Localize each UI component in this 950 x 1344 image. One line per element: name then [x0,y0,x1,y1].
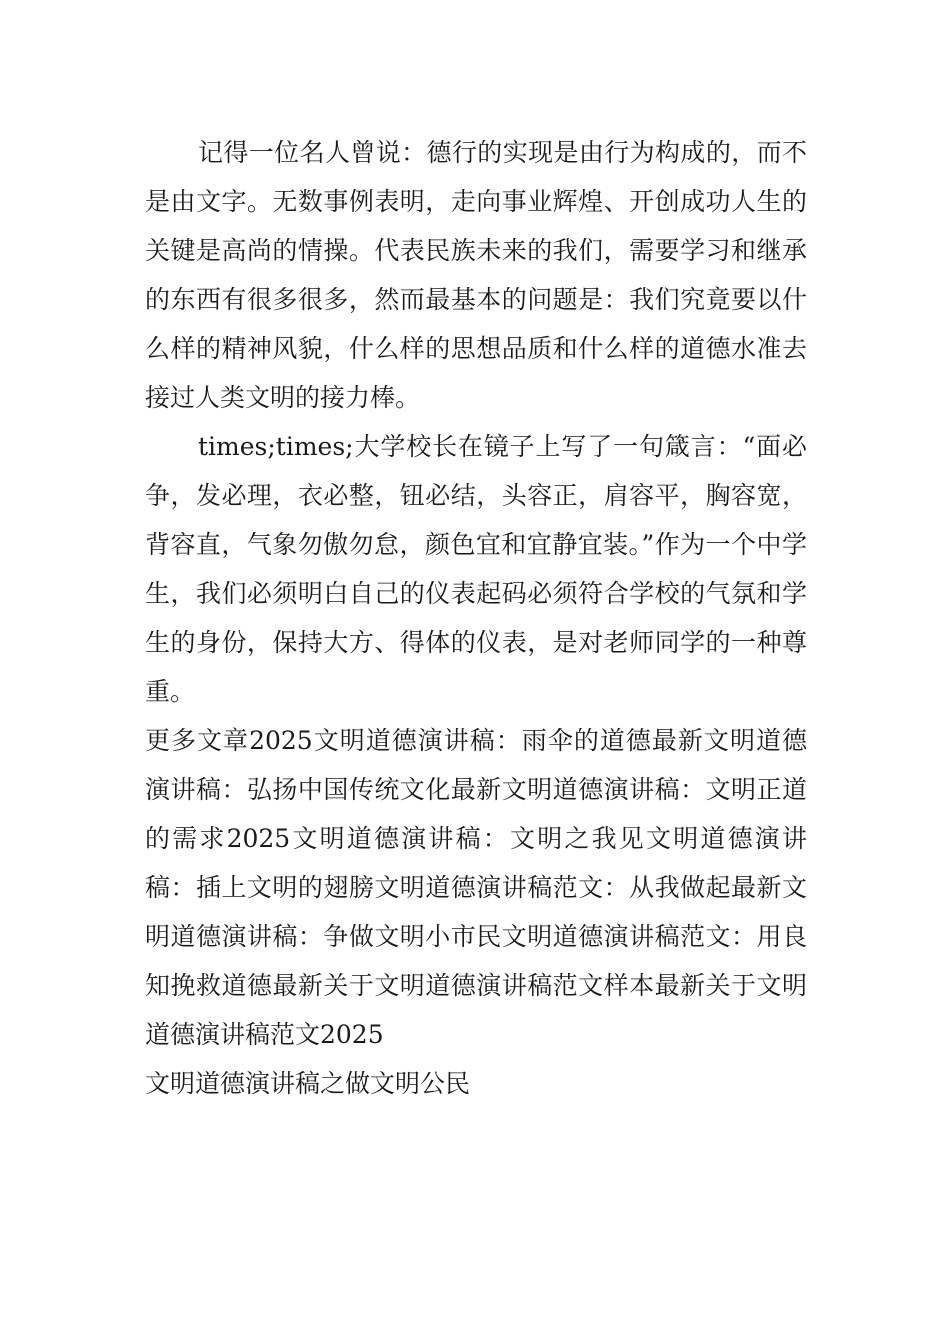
more-articles-list: 更多文章2025文明道德演讲稿：雨伞的道德最新文明道德演讲稿：弘扬中国传统文化最新文明道德演讲稿：文明正道的需求2025文明道德演讲稿：文明之我见文明道德演讲稿：插上文明的翅膀文明道德演讲稿范文：从我做起最新文明道德演讲稿：争做文明小市民文明道德演讲稿范文：用良知挽救道德最新关于文明道德演讲稿范文样本最新关于文明道德演讲稿范文2025 [145,726,807,1049]
paragraph-1: 记得一位名人曾说：德行的实现是由行为构成的，而不是由文字。无数事例表明，走向事业辉煌、开创成功人生的关键是高尚的情操。代表民族未来的我们，需要学习和继承的东西有很多很多，然而最基本的问题是：我们究竟要以什么样的精神风貌，什么样的思想品质和什么样的道德水准去接过人类文明的接力棒。 [145,138,807,412]
document-body [145,128,807,1108]
next-article-title: 文明道德演讲稿之做文明公民 [145,1069,471,1098]
paragraph-2: times;times;大学校长在镜子上写了一句箴言：“面必争，发必理，衣必整，钮必结，头容正，肩容平，胸容宽，背容直，气象勿傲勿怠，颜色宜和宜静宜装。”作为一个中学生，我们必须明白自己的仪表起码必须符合学校的气氛和学生的身份，保持大方、得体的仪表，是对老师同学的一种尊重。 [145,432,807,706]
